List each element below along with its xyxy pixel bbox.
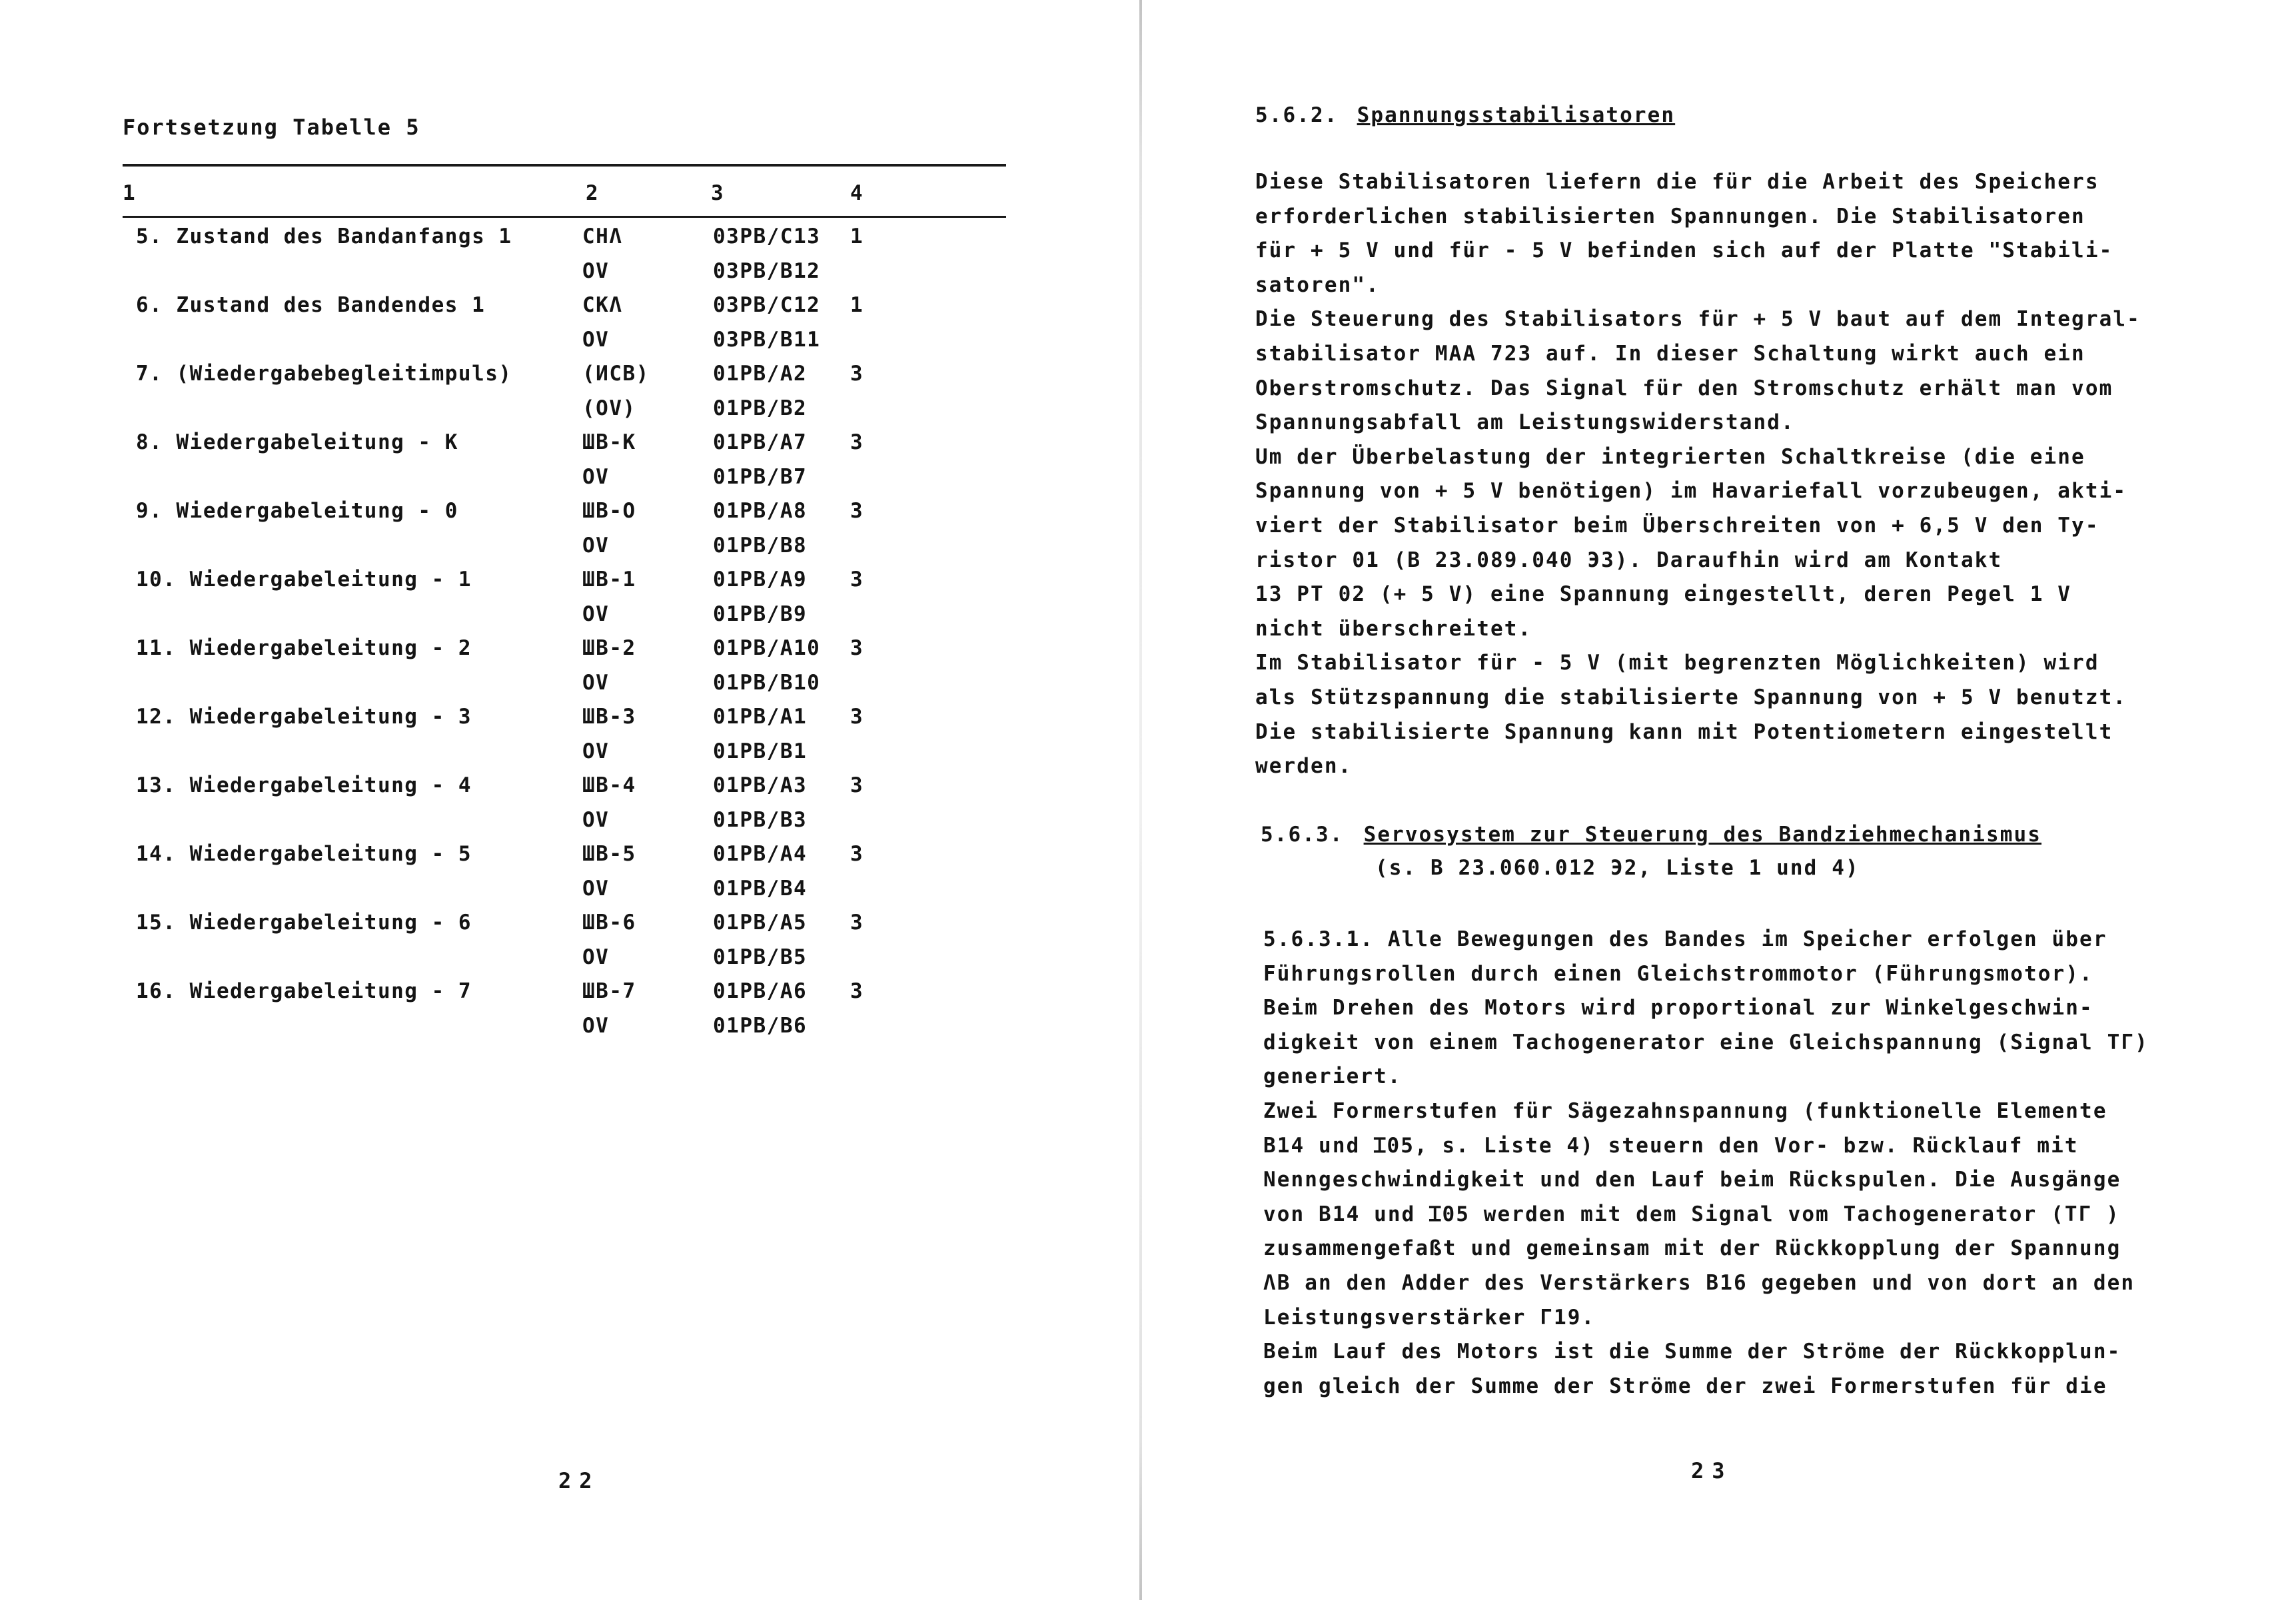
table-cell-c2: OV: [582, 601, 610, 626]
table-cell-c1: 9. Wiedergabeleitung - 0: [136, 499, 458, 523]
table-cell-c3: 01PB/B7: [713, 464, 808, 489]
table-cell-c2: CHΛ: [582, 224, 623, 248]
section-reference: (s. B 23.060.012 Э2, Liste 1 und 4): [1375, 856, 1860, 880]
table-cell-c4: 3: [850, 773, 864, 797]
table-cell-c1: 13. Wiedergabeleitung - 4: [136, 773, 472, 797]
right-page: [1141, 0, 2296, 1600]
text-line: Spannung von + 5 V benötigen) im Havariefall vorzubeugen, akti-: [1255, 479, 2127, 504]
table-cell-c2: ШB-7: [582, 979, 636, 1003]
left-page: [0, 0, 1141, 1600]
table-row: [123, 218, 1006, 252]
paragraph-servosystem: [1263, 923, 2149, 1403]
text-line: Um der Überbelastung der integrierten Schaltkreise (die eine: [1255, 444, 2085, 469]
table-cell-c3: 01PB/A4: [713, 842, 808, 866]
table-cell-c3: 01PB/A5: [713, 911, 808, 935]
section-title: Servosystem zur Steuerung des Bandziehmechanismus: [1363, 823, 2042, 847]
text-line: Leistungsverstärker Γ19.: [1263, 1305, 1596, 1330]
table-cell-c2: (OV): [582, 396, 636, 420]
table-cell-c4: 3: [850, 568, 864, 592]
text-line: viert der Stabilisator beim Überschreiten von + 6,5 V den Ty-: [1255, 513, 2099, 538]
text-line: ΛB an den Adder des Verstärkers B16 gegeben und von dort an den: [1263, 1270, 2135, 1295]
column-header-1: 1: [123, 181, 135, 205]
table-cell-c3: 01PB/A9: [713, 568, 808, 592]
table-row: [123, 1007, 1006, 1042]
table-row: [123, 733, 1006, 767]
table-cell-c3: 01PB/B5: [713, 945, 808, 969]
table-cell-c2: (ИCB): [582, 362, 650, 386]
section-heading-5-6-3: [1261, 823, 2041, 847]
table-cell-c1: 10. Wiedergabeleitung - 1: [136, 568, 472, 592]
table-cell-c3: 01PB/A2: [713, 362, 808, 386]
table-row: [123, 596, 1006, 630]
text-line: Oberstromschutz. Das Signal für den Stromschutz erhält man vom: [1255, 376, 2113, 400]
text-line: werden.: [1255, 754, 1353, 779]
table-cell-c4: 3: [850, 911, 864, 935]
table-cell-c3: 03PB/B11: [713, 327, 821, 352]
table-cell-c3: 01PB/A1: [713, 705, 808, 729]
table-cell-c4: 3: [850, 842, 864, 866]
table-cell-c3: 01PB/B8: [713, 533, 808, 558]
table-row: [123, 904, 1006, 939]
table-cell-c2: OV: [582, 807, 610, 832]
table-row: [123, 458, 1006, 493]
column-header-4: 4: [850, 181, 863, 205]
column-header-2: 2: [586, 181, 598, 205]
table-cell-c3: 01PB/B1: [713, 739, 808, 763]
paragraph-stabilisatoren: [1255, 165, 2141, 784]
text-line: von B14 und Ɪ05 werden mit dem Signal vom Tachogenerator (TΓ ): [1263, 1202, 2120, 1226]
text-line: Nenngeschwindigkeit und den Lauf beim Rückspulen. Die Ausgänge: [1263, 1168, 2121, 1192]
table-row: [123, 664, 1006, 699]
table-cell-c3: 01PB/B2: [713, 396, 808, 420]
table-cell-c3: 01PB/A3: [713, 773, 808, 797]
table-cell-c2: ШB-O: [582, 499, 636, 523]
section-title: Spannungsstabilisatoren: [1357, 103, 1676, 127]
text-line: Die stabilisierte Spannung kann mit Potentiometern eingestellt: [1255, 719, 2113, 744]
table-header-row: [123, 167, 1006, 214]
table-cell-c2: OV: [582, 464, 610, 489]
signal-table: [123, 164, 1006, 1041]
table-row: [123, 939, 1006, 973]
table-cell-c1: 6. Zustand des Bandendes 1: [136, 293, 486, 317]
table-body: [123, 218, 1006, 1041]
table-row: [123, 355, 1006, 390]
text-line: zusammengefaßt und gemeinsam mit der Rückkopplung der Spannung: [1263, 1236, 2121, 1261]
table-cell-c1: 12. Wiedergabeleitung - 3: [136, 705, 472, 729]
table-cell-c4: 3: [850, 636, 864, 660]
table-cell-c2: OV: [582, 670, 610, 695]
table-cell-c2: ШB-1: [582, 568, 636, 592]
table-cell-c3: 01PB/A8: [713, 499, 808, 523]
table-cell-c3: 01PB/B4: [713, 876, 808, 901]
text-line: 5.6.3.1. Alle Bewegungen des Bandes im Speicher erfolgen über: [1263, 927, 2107, 951]
table-cell-c2: OV: [582, 876, 610, 901]
table-row: [123, 321, 1006, 356]
table-cell-c2: ШB-6: [582, 911, 636, 935]
table-row: [123, 424, 1006, 458]
table-cell-c1: 7. (Wiedergabebegleitimpuls): [136, 362, 512, 386]
text-line: Beim Drehen des Motors wird proportional zur Winkelgeschwin-: [1263, 996, 2093, 1020]
table-cell-c2: OV: [582, 258, 610, 283]
text-line: Spannungsabfall am Leistungswiderstand.: [1255, 410, 1795, 435]
table-cell-c2: ШB-K: [582, 430, 636, 454]
table-cell-c3: 03PB/C13: [713, 224, 821, 248]
table-row: [123, 561, 1006, 596]
text-line: gen gleich der Summe der Ströme der zwei Formerstufen für die: [1263, 1374, 2107, 1398]
table-cell-c2: CKΛ: [582, 293, 623, 317]
text-line: stabilisator MAA 723 auf. In dieser Schaltung wirkt auch ein: [1255, 341, 2085, 366]
table-cell-c4: 1: [850, 293, 864, 317]
table-row: [123, 835, 1006, 870]
table-cell-c2: ШB-2: [582, 636, 636, 660]
table-cell-c1: 5. Zustand des Bandanfangs 1: [136, 224, 512, 248]
text-line: erforderlichen stabilisierten Spannungen. Die Stabilisatoren: [1255, 204, 2085, 228]
table-cell-c3: 01PB/A10: [713, 636, 821, 660]
table-cell-c3: 01PB/B3: [713, 807, 808, 832]
table-row: [123, 767, 1006, 801]
table-cell-c2: OV: [582, 533, 610, 558]
table-cell-c1: 16. Wiedergabeleitung - 7: [136, 979, 472, 1003]
text-line: Beim Lauf des Motors ist die Summe der Ströme der Rückkopplun-: [1263, 1340, 2121, 1364]
text-line: nicht überschreitet.: [1255, 616, 1532, 641]
table-cell-c2: ШB-3: [582, 705, 636, 729]
table-cell-c4: 3: [850, 430, 864, 454]
table-cell-c2: ШB-5: [582, 842, 636, 866]
table-row: [123, 698, 1006, 733]
table-row: [123, 870, 1006, 905]
section-number: 5.6.3.: [1261, 823, 1344, 847]
table-cell-c3: 01PB/A6: [713, 979, 808, 1003]
table-row: [123, 527, 1006, 562]
table-cell-c2: OV: [582, 1013, 610, 1038]
table-cell-c3: 01PB/B10: [713, 670, 821, 695]
continuation-title: Fortsetzung Tabelle 5: [123, 115, 420, 140]
text-line: Die Steuerung des Stabilisators für + 5 V baut auf dem Integral-: [1255, 307, 2141, 332]
table-cell-c3: 01PB/B6: [713, 1013, 808, 1038]
table-row: [123, 252, 1006, 287]
table-cell-c1: 15. Wiedergabeleitung - 6: [136, 911, 472, 935]
table-cell-c4: 3: [850, 979, 864, 1003]
table-row: [123, 973, 1006, 1007]
table-cell-c4: 3: [850, 705, 864, 729]
table-cell-c1: 11. Wiedergabeleitung - 2: [136, 636, 472, 660]
text-line: Im Stabilisator für - 5 V (mit begrenzten Möglichkeiten) wird: [1255, 651, 2099, 675]
table-cell-c2: OV: [582, 945, 610, 969]
table-cell-c4: 1: [850, 224, 864, 248]
section-number: 5.6.2.: [1255, 103, 1339, 127]
table-cell-c3: 01PB/B9: [713, 601, 808, 626]
table-cell-c4: 3: [850, 499, 864, 523]
table-cell-c2: ШB-4: [582, 773, 636, 797]
text-line: B14 und Ɪ05, s. Liste 4) steuern den Vor- bzw. Rücklauf mit: [1263, 1133, 2079, 1158]
table-row: [123, 492, 1006, 527]
column-header-3: 3: [711, 181, 724, 205]
table-cell-c3: 03PB/B12: [713, 258, 821, 283]
text-line: 13 PT 02 (+ 5 V) eine Spannung eingestellt, deren Pegel 1 V: [1255, 582, 2072, 607]
text-line: generiert.: [1263, 1064, 1402, 1089]
text-line: digkeit von einem Tachogenerator eine Gleichspannung (Signal TΓ): [1263, 1030, 2149, 1054]
table-cell-c2: OV: [582, 739, 610, 763]
text-line: als Stützspannung die stabilisierte Spannung von + 5 V benutzt.: [1255, 685, 2127, 709]
table-cell-c4: 3: [850, 362, 864, 386]
table-cell-c3: 01PB/A7: [713, 430, 808, 454]
table-cell-c1: 8. Wiedergabeleitung - K: [136, 430, 458, 454]
table-cell-c2: OV: [582, 327, 610, 352]
text-line: Diese Stabilisatoren liefern die für die Arbeit des Speichers: [1255, 170, 2099, 194]
table-row: [123, 390, 1006, 424]
table-row: [123, 629, 1006, 664]
table-row: [123, 286, 1006, 321]
section-heading-5-6-2: [1255, 103, 1675, 127]
text-line: Führungsrollen durch einen Gleichstrommotor (Führungsmotor).: [1263, 961, 2093, 986]
page-number: 23: [1691, 1458, 1733, 1483]
table-cell-c3: 03PB/C12: [713, 293, 821, 317]
table-cell-c1: 14. Wiedergabeleitung - 5: [136, 842, 472, 866]
table-row: [123, 801, 1006, 836]
text-line: für + 5 V und für - 5 V befinden sich auf der Platte "Stabili-: [1255, 238, 2113, 263]
page-number: 22: [558, 1468, 600, 1493]
text-line: Zwei Formerstufen für Sägezahnspannung (funktionelle Elemente: [1263, 1098, 2107, 1123]
text-line: ristor 01 (B 23.089.040 Э3). Daraufhin wird am Kontakt: [1255, 548, 2003, 572]
text-line: satoren".: [1255, 272, 1380, 297]
